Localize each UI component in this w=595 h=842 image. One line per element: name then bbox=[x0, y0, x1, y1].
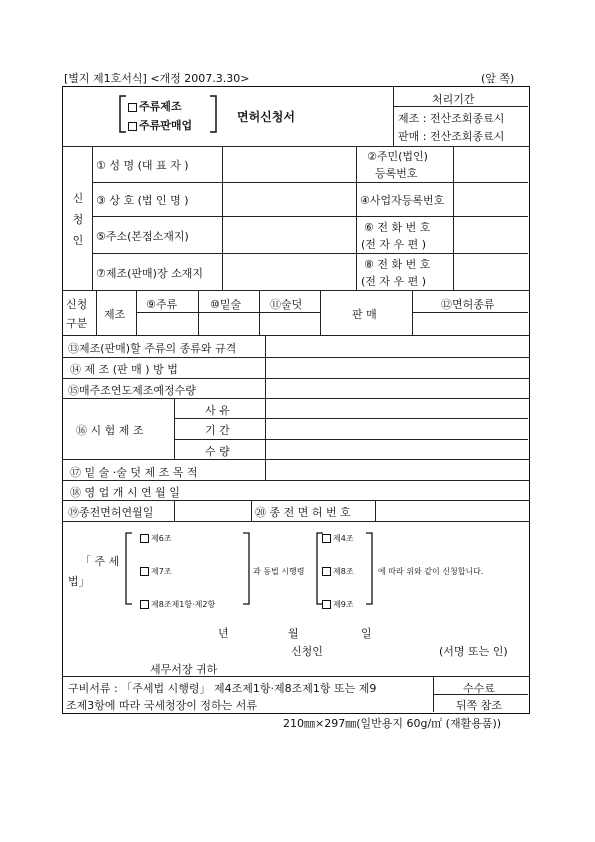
option-article-8[interactable]: 제8조제1항·제2항 bbox=[140, 599, 215, 610]
page-side-label: (앞 쪽) bbox=[481, 72, 515, 85]
processing-manufacture: 제조 : 전산조회종료시 bbox=[398, 112, 505, 125]
processing-sales: 판매 : 전산조회종료시 bbox=[398, 130, 505, 143]
checkbox-icon[interactable] bbox=[322, 534, 331, 543]
checkbox-icon[interactable] bbox=[140, 600, 149, 609]
phone-label-2: (전 자 우 편 ) bbox=[361, 238, 427, 251]
option-article-7[interactable]: 제7조 bbox=[140, 566, 172, 577]
option-decree-article-9[interactable]: 제9조 bbox=[322, 599, 354, 610]
category-manufacture: 제조 bbox=[104, 308, 126, 321]
checkbox-icon[interactable] bbox=[322, 567, 331, 576]
option-sales[interactable]: 주류판매업 bbox=[128, 117, 192, 133]
id-label-2: 등록번호 bbox=[375, 167, 418, 180]
previous-license-number-label: ⑳ 종 전 면 허 번 호 bbox=[255, 506, 351, 519]
phone2-label-1: ⑧ 전 화 번 호 bbox=[364, 258, 431, 271]
phone-label-1: ⑥ 전 화 번 호 bbox=[364, 221, 431, 234]
annual-quantity-label: ⑮매주조연도제조예정수량 bbox=[68, 384, 196, 397]
id-label-1: ②주민(법인) bbox=[367, 150, 428, 163]
category-label-1: 신청 bbox=[66, 298, 88, 311]
method-label: ⑭ 제 조 (판 매 ) 방 법 bbox=[70, 363, 178, 376]
types-label: ⑬제조(판매)할 주류의 종류와 규격 bbox=[68, 342, 237, 355]
address-label: ⑤주소(본점소재지) bbox=[96, 230, 189, 243]
option-article-6[interactable]: 제6조 bbox=[140, 533, 172, 544]
option-decree-article-4[interactable]: 제4조 bbox=[322, 533, 354, 544]
category-label-2: 구분 bbox=[66, 317, 88, 330]
checkbox-icon[interactable] bbox=[322, 600, 331, 609]
business-start-label: ⑱ 영 업 개 시 연 월 일 bbox=[70, 486, 180, 499]
act-name-1: 「 주 세 bbox=[80, 555, 120, 568]
previous-license-date-label: ⑲종전면허연월일 bbox=[68, 506, 154, 519]
form-title: 면허신청서 bbox=[237, 110, 295, 124]
checkbox-icon[interactable] bbox=[140, 534, 149, 543]
fee-label: 수수료 bbox=[463, 682, 495, 695]
required-docs-2: 조제3항에 따라 국세청장이 정하는 서류 bbox=[66, 699, 257, 712]
paper-spec: 210㎜×297㎜(일반용지 60g/㎡ (재활용품)) bbox=[283, 717, 502, 730]
purpose-label: ⑰ 밑 술 ·술 덧 제 조 목 적 bbox=[70, 466, 198, 479]
date-month: 월 bbox=[288, 627, 299, 640]
checkbox-icon[interactable] bbox=[140, 567, 149, 576]
phone2-label-2: (전 자 우 편 ) bbox=[361, 275, 427, 288]
trial-manufacture-label: ⑯ 시 험 제 조 bbox=[76, 424, 144, 437]
date-day: 일 bbox=[361, 627, 372, 640]
category-yeast: ⑪술덧 bbox=[270, 298, 303, 311]
applicant-section-label: 신 청 인 bbox=[72, 192, 84, 247]
option-manufacture[interactable]: 주류제조 bbox=[128, 98, 182, 114]
legal-tail-text: 에 따라 위와 같이 신청합니다. bbox=[378, 567, 484, 576]
processing-period-label: 처리기간 bbox=[432, 93, 475, 106]
fee-reference: 뒤쪽 참조 bbox=[456, 699, 503, 712]
category-license-type: ⑫면허종류 bbox=[441, 298, 495, 311]
name-label: ① 성 명 (대 표 자 ) bbox=[96, 159, 189, 172]
business-reg-label: ④사업자등록번호 bbox=[360, 194, 445, 207]
category-malt: ⑩밑술 bbox=[210, 298, 242, 311]
site-label: ⑦제조(판매)장 소재지 bbox=[96, 267, 203, 280]
addressee: 세무서장 귀하 bbox=[150, 663, 218, 676]
form-reference: [별지 제1호서식] <개정 2007.3.30> bbox=[64, 72, 250, 85]
required-docs-1: 구비서류 : 「주세법 시행령」 제4조제1항·제8조제1항 또는 제9 bbox=[68, 682, 377, 695]
applicant-sign-label: 신청인 bbox=[291, 645, 323, 658]
trial-reason-label: 사 유 bbox=[205, 404, 230, 417]
decree-text: 과 동법 시행령 bbox=[253, 567, 305, 576]
category-liquor: ⑨주류 bbox=[146, 298, 178, 311]
option-decree-article-8[interactable]: 제8조 bbox=[322, 566, 354, 577]
trial-period-label: 기 간 bbox=[205, 424, 230, 437]
sign-hint: (서명 또는 인) bbox=[439, 645, 508, 658]
act-name-2: 법」 bbox=[68, 575, 90, 588]
trial-quantity-label: 수 량 bbox=[205, 445, 230, 458]
trade-name-label: ③ 상 호 (법 인 명 ) bbox=[96, 194, 189, 207]
date-year: 년 bbox=[218, 627, 229, 640]
category-sales: 판 매 bbox=[352, 308, 377, 321]
